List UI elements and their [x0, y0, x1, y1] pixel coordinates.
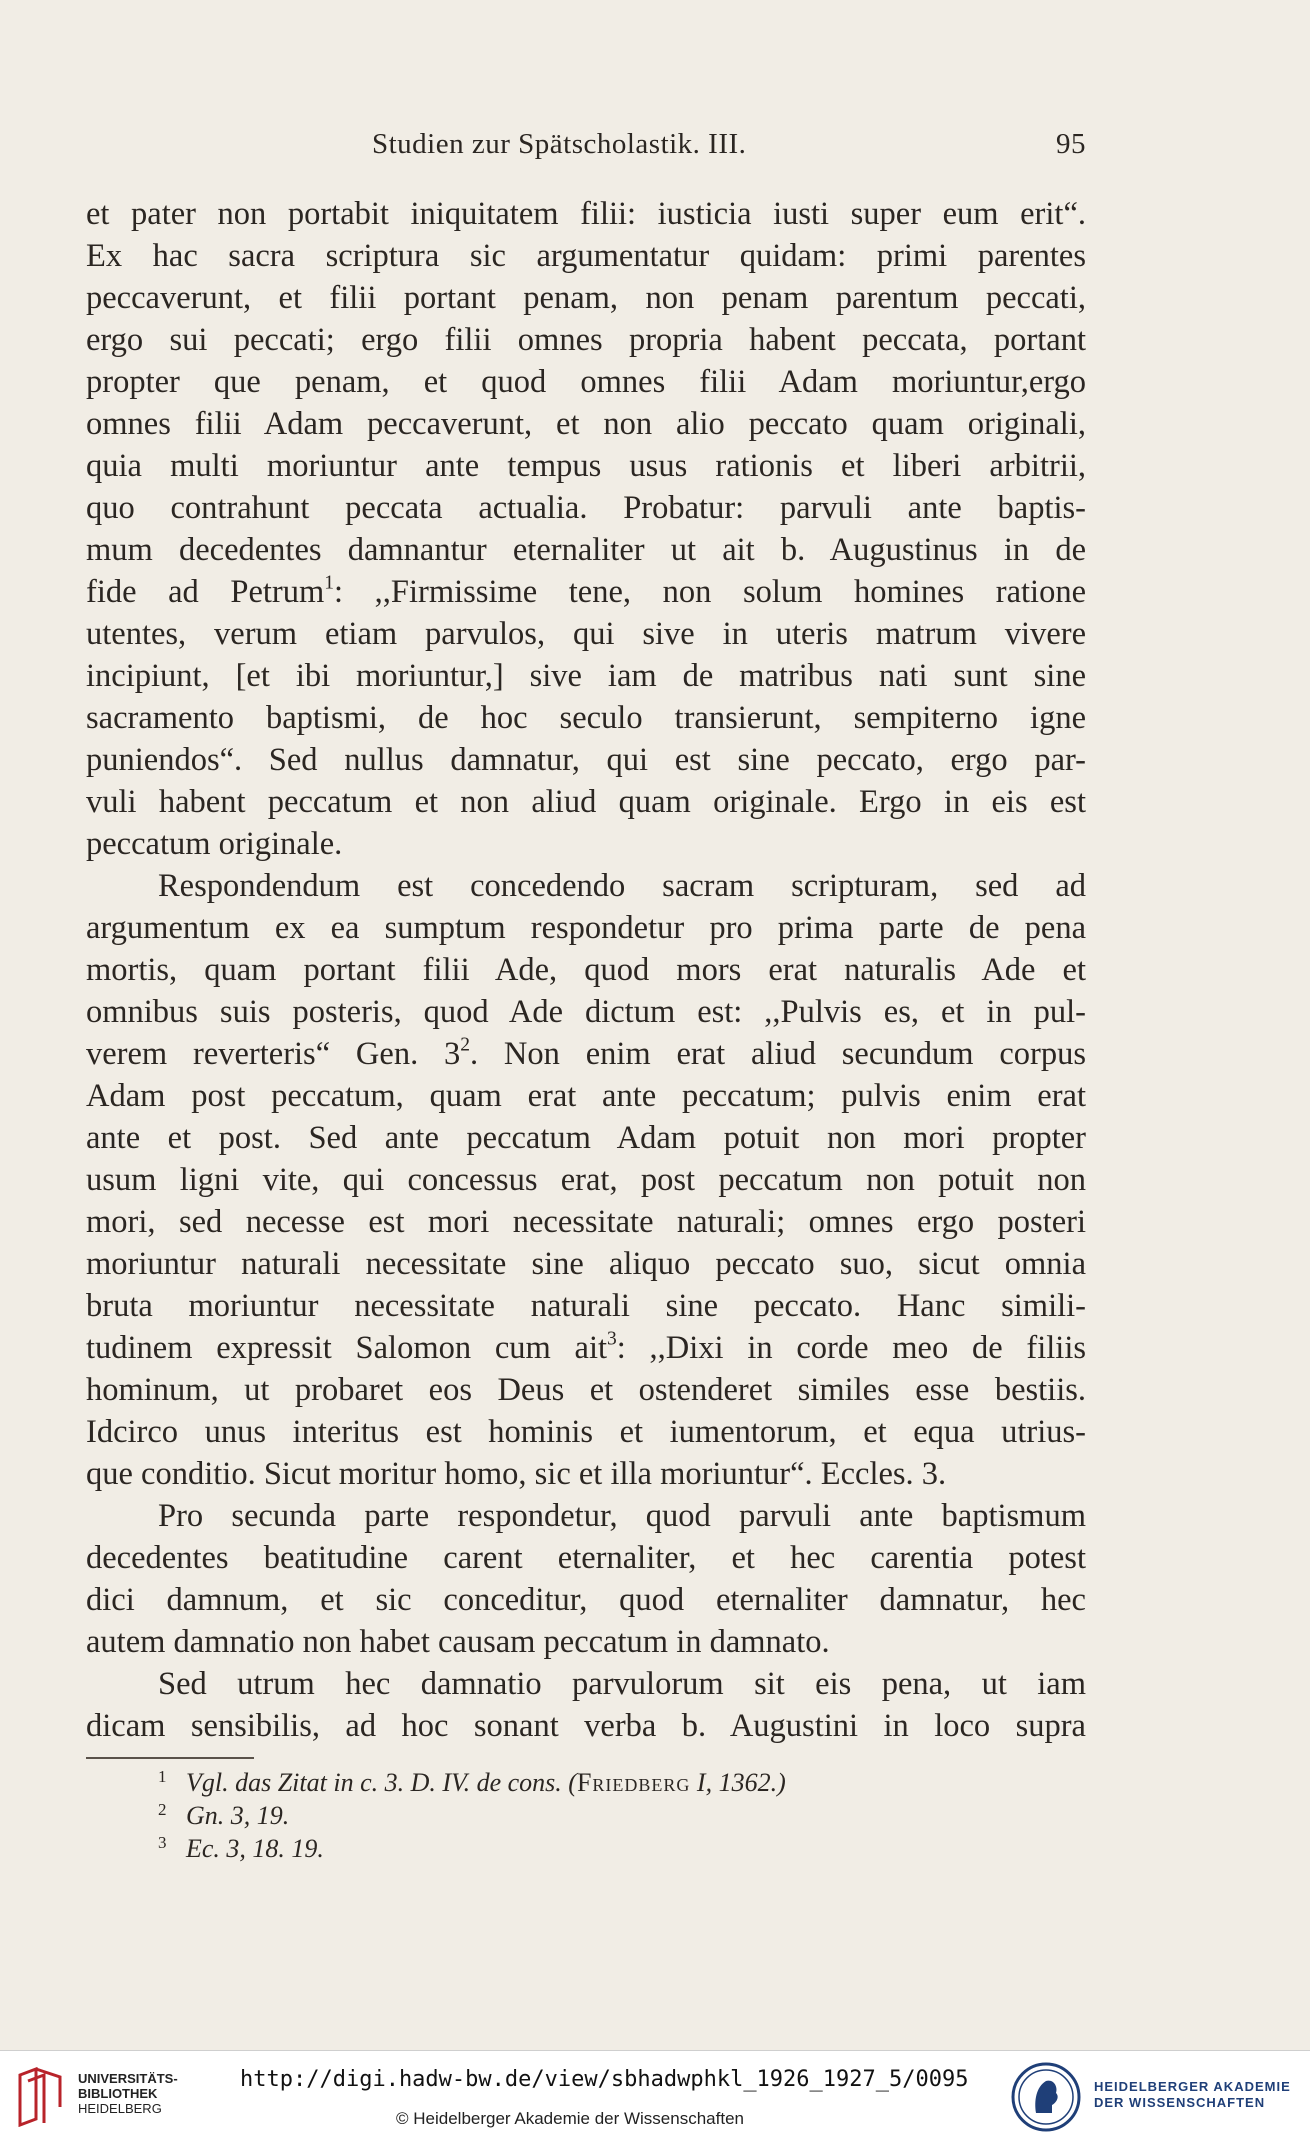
text-line-content: Respondendum est concedendo sacram scripturam, sed ad [158, 868, 1086, 904]
text-line [86, 949, 1086, 991]
text-line [86, 1705, 1086, 1747]
text-line-content: : ,,Firmissime tene, non solum homines ratione [334, 574, 1086, 610]
footnote [86, 1766, 1086, 1799]
text-line-content: tudinem expressit Salomon cum ait [86, 1330, 608, 1366]
library-name-line: BIBLIOTHEK [78, 2086, 158, 2101]
text-line-content: decedentes beatitudine carent eternaliter, et hec carentia potest [86, 1540, 1086, 1576]
text-line-content: Adam post peccatum, quam erat ante peccatum; pulvis enim erat [86, 1078, 1086, 1114]
footnote-text [158, 1834, 324, 1863]
academy-name-line: HEIDELBERGER AKADEMIE [1094, 2079, 1291, 2094]
text-line-content: Sed utrum hec damnatio parvulorum sit eis pena, ut iam [158, 1666, 1086, 1702]
text-line [86, 445, 1086, 487]
text-line-content: ergo sui peccati; ergo filii omnes propria habent peccata, portant [86, 322, 1086, 358]
text-line [86, 1033, 1086, 1075]
text-line-content: hominum, ut probaret eos Deus et ostenderet similes esse bestiis. [86, 1372, 1086, 1408]
library-name-line: UNIVERSITÄTS- [78, 2071, 178, 2086]
footnote-marker: 2 [460, 1034, 470, 1056]
text-line [86, 1411, 1086, 1453]
footnote-marker: 3 [607, 1328, 617, 1350]
page-number: 95 [1056, 128, 1086, 160]
footnote-text-part: Ec. 3, 18. 19. [186, 1834, 324, 1863]
text-line [86, 1369, 1086, 1411]
text-line-content: fide ad Petrum [86, 574, 325, 610]
running-head [86, 128, 1086, 168]
text-line [86, 487, 1086, 529]
text-line-content: sacramento baptismi, de hoc seculo transierunt, sempiterno igne [86, 700, 1086, 736]
footnote [86, 1832, 1086, 1865]
text-line [86, 1453, 1086, 1495]
text-line-content: moriuntur naturali necessitate sine aliquo peccato suo, sicut omnia [86, 1246, 1086, 1282]
university-library-logo-icon [14, 2067, 70, 2127]
text-line [86, 1663, 1086, 1705]
text-line-content: peccaverunt, et filii portant penam, non penam parentum peccati, [86, 280, 1086, 316]
text-line [86, 739, 1086, 781]
text-line-content: et pater non portabit iniquitatem filii: iusticia iusti super eum erit“. [86, 196, 1086, 232]
text-line [86, 781, 1086, 823]
text-line-content: mori, sed necesse est mori necessitate naturali; omnes ergo posteri [86, 1204, 1086, 1240]
academy-name [1094, 2079, 1291, 2111]
text-line-content: Ex hac sacra scriptura sic argumentatur quidam: primi parentes [86, 238, 1086, 274]
text-line [86, 823, 1086, 865]
text-line-content: mum decedentes damnantur eternaliter ut ait b. Augustinus in de [86, 532, 1086, 568]
viewer-footer [0, 2050, 1310, 2151]
footnote-number: 2 [158, 1800, 167, 1819]
text-line-content: incipiunt, [et ibi moriuntur,] sive iam de matribus nati sunt sine [86, 658, 1086, 694]
text-line-content: . Non enim erat aliud secundum corpus [470, 1036, 1086, 1072]
text-line [86, 1201, 1086, 1243]
text-line-content: quia multi moriuntur ante tempus usus rationis et liberi arbitrii, [86, 448, 1086, 484]
text-line [86, 319, 1086, 361]
footnote-text [158, 1801, 289, 1830]
text-line-content: vuli habent peccatum et non aliud quam originale. Ergo in eis est [86, 784, 1086, 820]
text-line [86, 193, 1086, 235]
text-line [86, 1621, 1086, 1663]
text-line [86, 1579, 1086, 1621]
text-line [86, 655, 1086, 697]
footnote-number: 1 [158, 1767, 167, 1786]
copyright-notice: © Heidelberger Akademie der Wissenschaften [396, 2109, 744, 2128]
text-line [86, 907, 1086, 949]
university-library-name [78, 2071, 178, 2116]
text-line-content: omnibus suis posteris, quod Ade dictum est: ,,Pulvis es, et in pul- [86, 994, 1086, 1030]
text-line [86, 1243, 1086, 1285]
footnotes [86, 1766, 1086, 1865]
text-line [86, 235, 1086, 277]
text-line [86, 403, 1086, 445]
text-line [86, 865, 1086, 907]
text-line [86, 277, 1086, 319]
text-line-content: Idcirco unus interitus est hominis et iumentorum, et equa utrius- [86, 1414, 1086, 1450]
footnote-number: 3 [158, 1833, 167, 1852]
permalink-url[interactable]: http://digi.hadw-bw.de/view/sbhadwphkl_1926_1927_5/0095 [240, 2067, 969, 2092]
academy-seal-icon [1010, 2061, 1082, 2133]
text-line [86, 1327, 1086, 1369]
text-line-content: mortis, quam portant filii Ade, quod mors erat naturalis Ade et [86, 952, 1086, 988]
footnote-text-part: Vgl. das Zitat in c. 3. D. IV. de cons. ( [186, 1768, 577, 1797]
text-line [86, 529, 1086, 571]
footnote-divider [86, 1757, 254, 1759]
text-line [86, 361, 1086, 403]
text-line-content: peccatum originale. [86, 826, 343, 862]
footnote [86, 1799, 1086, 1832]
text-line-content: usum ligni vite, qui concessus erat, post peccatum non potuit non [86, 1162, 1086, 1198]
text-line-content: puniendos“. Sed nullus damnatur, qui est sine peccato, ergo par- [86, 742, 1086, 778]
text-line-content: quo contrahunt peccata actualia. Probatur: parvuli ante baptis- [86, 490, 1086, 526]
text-line [86, 1159, 1086, 1201]
text-line-content: dicam sensibilis, ad hoc sonant verba b. Augustini in loco supra [86, 1708, 1086, 1744]
footnote-text-part: I, 1362.) [690, 1768, 786, 1797]
text-line-content: verem reverteris“ Gen. 3 [86, 1036, 461, 1072]
footnote-marker: 1 [324, 572, 335, 594]
text-line [86, 571, 1086, 613]
text-line [86, 991, 1086, 1033]
text-line [86, 697, 1086, 739]
text-line-content: : ,,Dixi in corde meo de filiis [616, 1330, 1086, 1366]
text-line [86, 1285, 1086, 1327]
text-line-content: utentes, verum etiam parvulos, qui sive in uteris matrum vivere [86, 616, 1086, 652]
text-line [86, 1537, 1086, 1579]
body-text [86, 193, 1086, 1747]
text-line [86, 1495, 1086, 1537]
running-head-title: Studien zur Spätscholastik. III. [372, 128, 747, 160]
text-line-content: Pro secunda parte respondetur, quod parvuli ante baptismum [158, 1498, 1086, 1534]
text-line-content: autem damnatio non habet causam peccatum in damnato. [86, 1624, 830, 1660]
library-name-line: HEIDELBERG [78, 2101, 162, 2116]
text-line-content: propter que penam, et quod omnes filii Adam moriuntur,ergo [86, 364, 1086, 400]
text-line-content: ante et post. Sed ante peccatum Adam potuit non mori propter [86, 1120, 1086, 1156]
footnote-text-part: Gn. 3, 19. [186, 1801, 290, 1830]
academy-name-line: DER WISSENSCHAFTEN [1094, 2095, 1266, 2110]
text-line [86, 613, 1086, 655]
text-line-content: argumentum ex ea sumptum respondetur pro prima parte de pena [86, 910, 1086, 946]
text-line-content: dici damnum, et sic conceditur, quod eternaliter damnatur, hec [86, 1582, 1086, 1618]
text-line-content: que conditio. Sicut moritur homo, sic et illa moriuntur“. Eccles. 3. [86, 1456, 947, 1492]
footnote-author: Friedberg [576, 1768, 691, 1797]
text-line-content: bruta moriuntur necessitate naturali sine peccato. Hanc simili- [86, 1288, 1086, 1324]
text-line [86, 1075, 1086, 1117]
footnote-text [158, 1768, 786, 1797]
text-line [86, 1117, 1086, 1159]
text-line-content: omnes filii Adam peccaverunt, et non alio peccato quam originali, [86, 406, 1086, 442]
